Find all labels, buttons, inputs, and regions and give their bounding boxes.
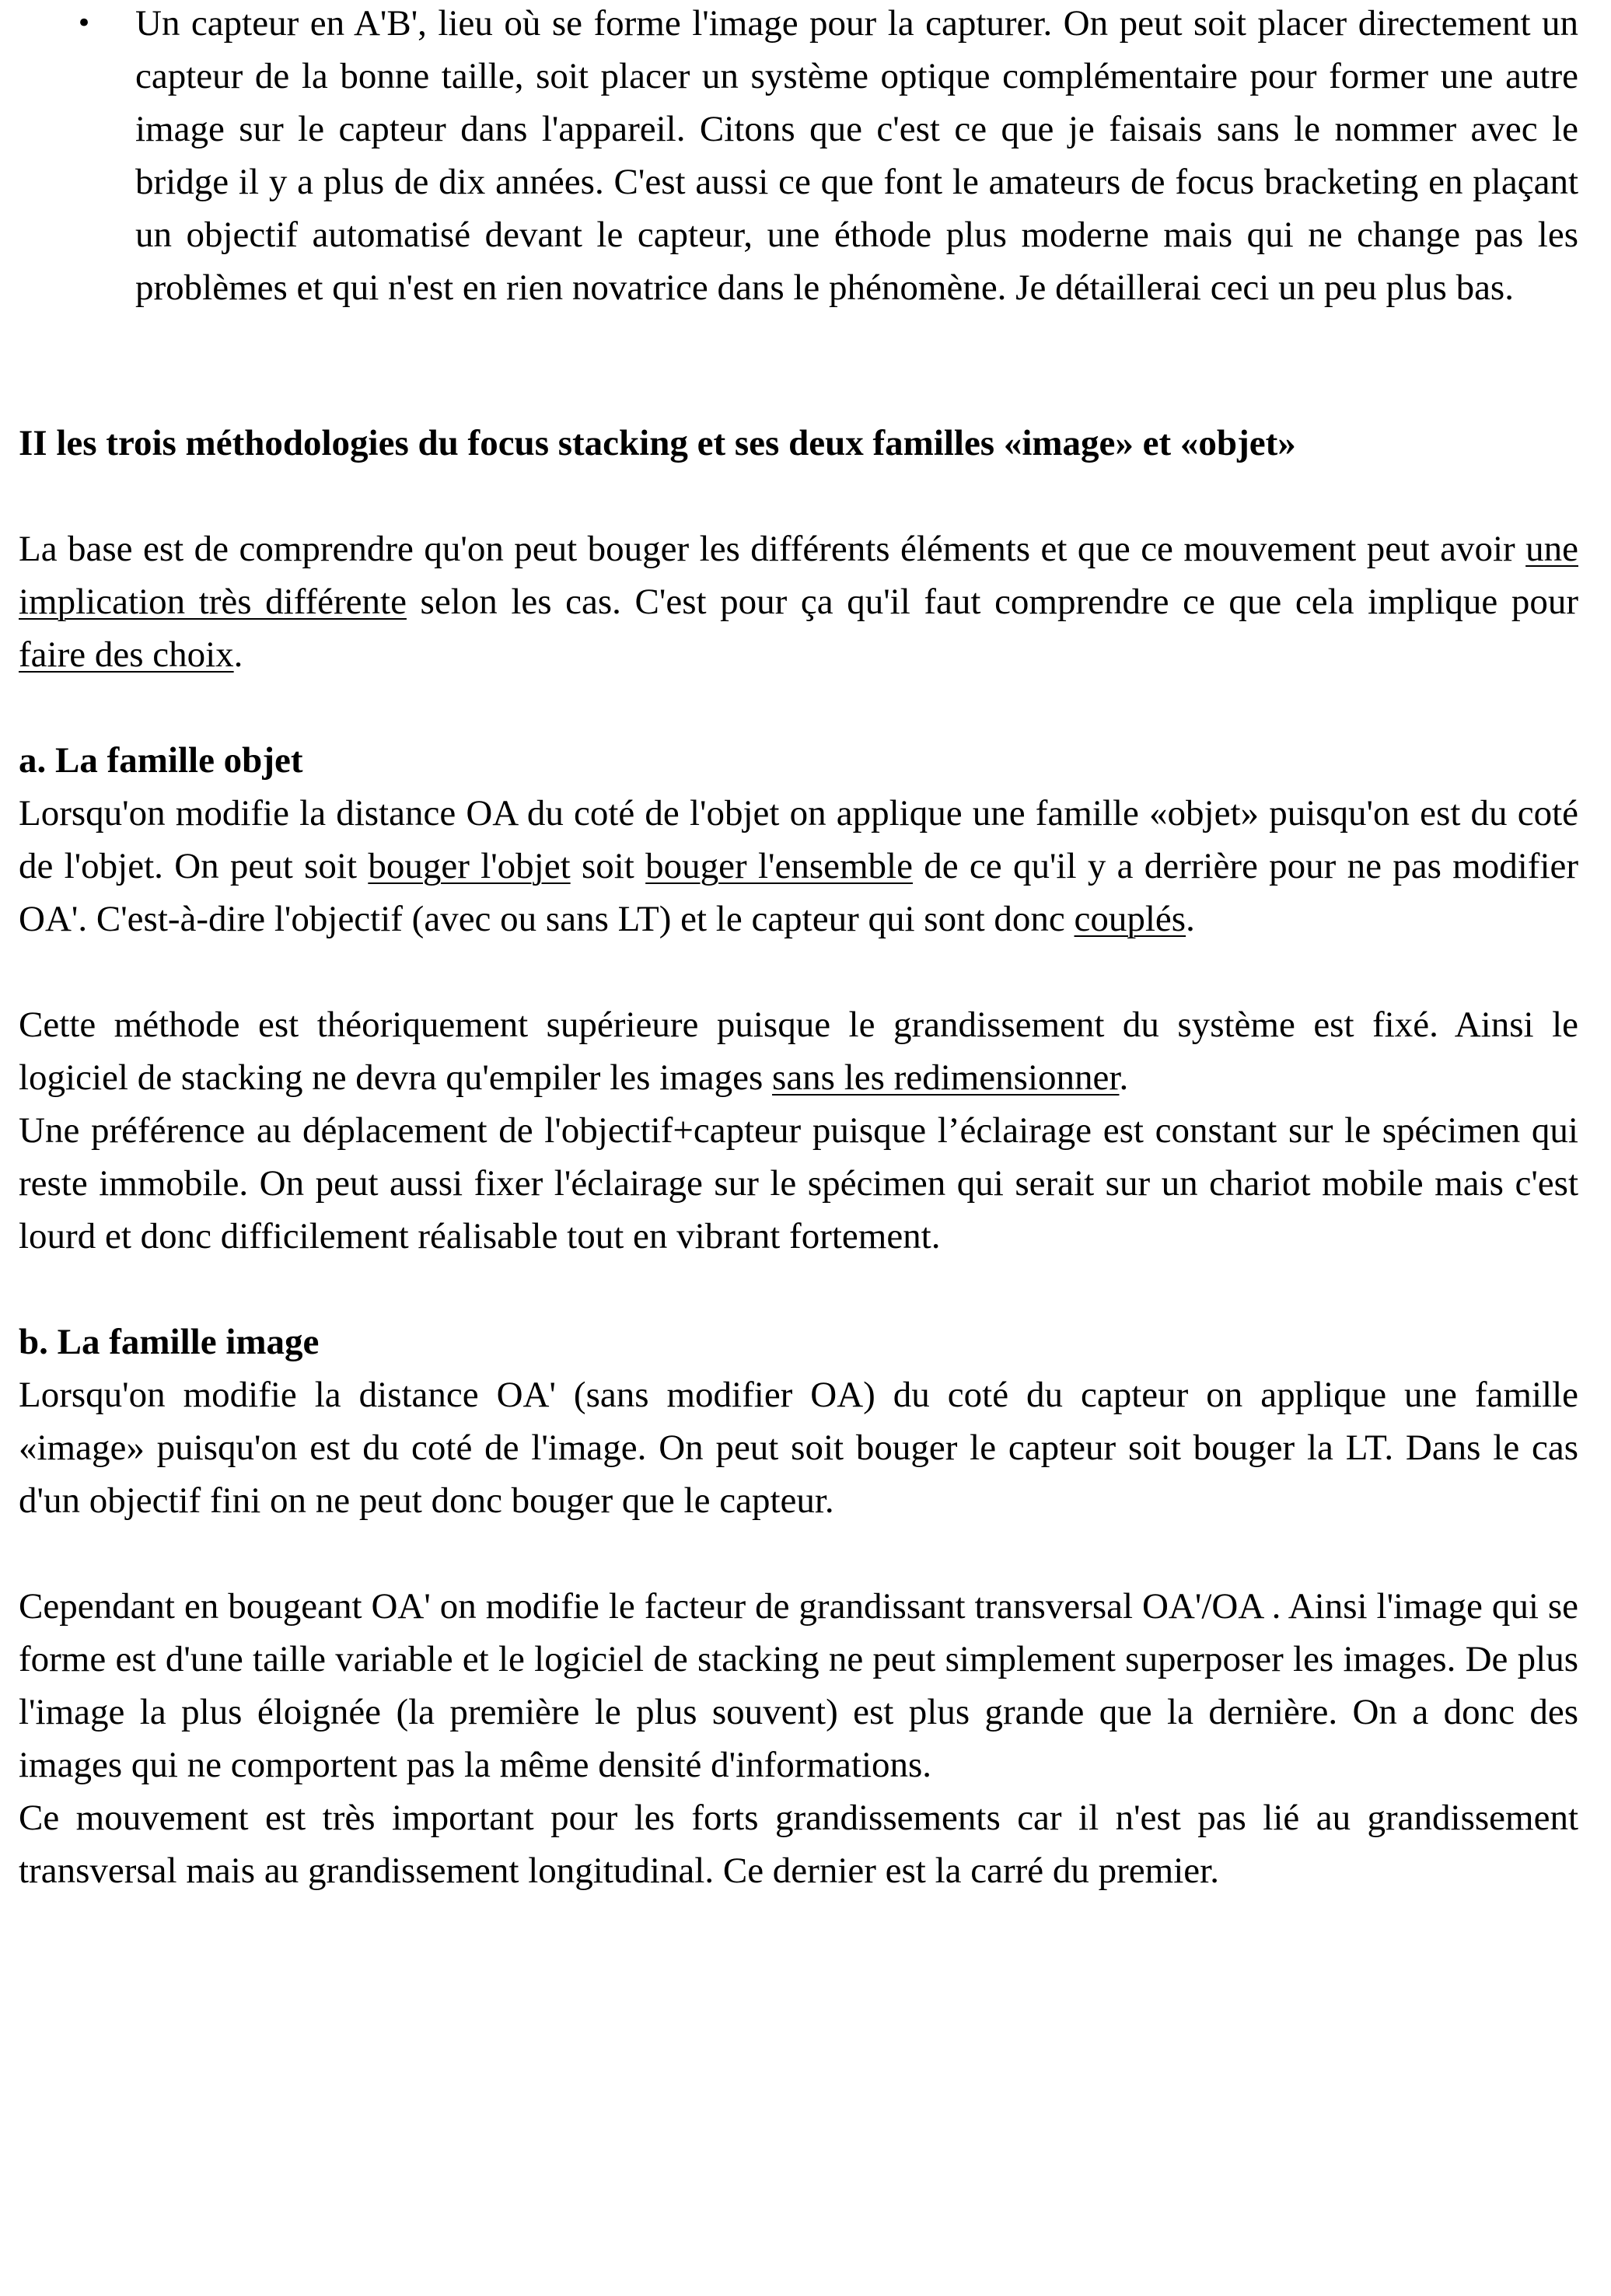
spacer: [19, 1527, 1578, 1580]
bullet-marker: •: [76, 8, 93, 39]
objet-text-6: .: [1119, 1057, 1129, 1098]
image-paragraph-3: Ce mouvement est très important pour les forts grandissements car il n'est pas lié au grandissement transversal mais au grandissement longitudinal. Ce dernier est la carré du premier.: [19, 1798, 1578, 1891]
objet-paragraph-1: [19, 787, 1578, 945]
image-paragraph-1: Lorsqu'on modifie la distance OA' (sans modifier OA) du coté du capteur on applique une famille «image» puisqu'on est du coté de l'image. On peut soit bouger le capteur soit bouger la LT. Dans le cas d'un objectif fini on ne peut donc bouger que le capteur.: [19, 1375, 1578, 1521]
objet-text-4: .: [1186, 899, 1195, 939]
intro-text-2: selon les cas. C'est pour ça qu'il faut comprendre ce que cela implique pour: [406, 582, 1578, 622]
objet-underline-bouger-ensemble: bouger l'ensemble: [645, 846, 913, 886]
spacer: [19, 470, 1578, 522]
spacer: [19, 1263, 1578, 1316]
subsection-heading-image: b. La famille image: [19, 1322, 320, 1362]
image-paragraph-2: Cependant en bougeant OA' on modifie le facteur de grandissant transversal OA'/OA . Ainsi l'image qui se forme est d'une taille variable et le logiciel de stacking ne peut simplement superposer les images. De plus l'image la plus éloignée (la première le plus souvent) est plus grande que la dernière. On a donc des images qui ne comportent pas la même densité d'informations.: [19, 1586, 1578, 1785]
objet-text-1: Lorsqu'on modifie la distance OA du coté de l'objet on applique une famille «objet» puisqu'on est du coté de l'objet. On peut soit: [19, 793, 1578, 886]
intro-underline-choix: faire des choix: [19, 634, 234, 675]
intro-underline-implication: une implication très différente: [19, 529, 1578, 622]
objet-underline-bouger-objet: bouger l'objet: [368, 846, 571, 886]
objet-underline-couples: couplés: [1074, 899, 1186, 939]
spacer: [19, 681, 1578, 734]
objet-text-5: Cette méthode est théoriquement supérieure puisque le grandissement du système est fixé. Ainsi le logiciel de stacking ne devra qu'empiler les images: [19, 1005, 1578, 1098]
subsection-heading-objet: a. La famille objet: [19, 740, 303, 781]
bullet-text: Un capteur en A'B', lieu où se forme l'image pour la capturer. On peut soit placer directement un capteur de la bonne taille, soit placer un système optique complémentaire pour former une autre image sur le capteur dans l'appareil. Citons que c'est ce que je faisais sans le nommer avec le bridge il y a plus de dix années. C'est aussi ce que font le amateurs de focus bracketing en plaçant un objectif automatisé devant le capteur, une éthode plus moderne mais qui ne change pas les problèmes et qui n'est en rien novatrice dans le phénomène. Je détaillerai ceci un peu plus bas.: [135, 3, 1578, 308]
objet-text-2: soit: [570, 846, 646, 886]
bullet-list-item: [19, 0, 1578, 314]
objet-paragraph-2: [19, 998, 1578, 1104]
intro-paragraph: [19, 522, 1578, 681]
intro-text-1: La base est de comprendre qu'on peut bouger les différents éléments et que ce mouvement peut avoir: [19, 529, 1526, 569]
objet-text-3: de ce qu'il y a derrière pour ne pas modifier OA'. C'est-à-dire l'objectif (avec ou sans LT) et le capteur qui sont donc: [19, 846, 1579, 939]
section-heading: II les trois méthodologies du focus stacking et ses deux familles «image» et «objet»: [19, 423, 1296, 463]
objet-underline-redimensionner: sans les redimensionner: [772, 1057, 1120, 1098]
intro-text-3: .: [233, 634, 243, 675]
spacer: [19, 945, 1578, 998]
objet-paragraph-3: Une préférence au déplacement de l'objectif+capteur puisque l’éclairage est constant sur le spécimen qui reste immobile. On peut aussi fixer l'éclairage sur le spécimen qui serait sur un chariot mobile mais c'est lourd et donc difficilement réalisable tout en vibrant fortement.: [19, 1110, 1578, 1256]
